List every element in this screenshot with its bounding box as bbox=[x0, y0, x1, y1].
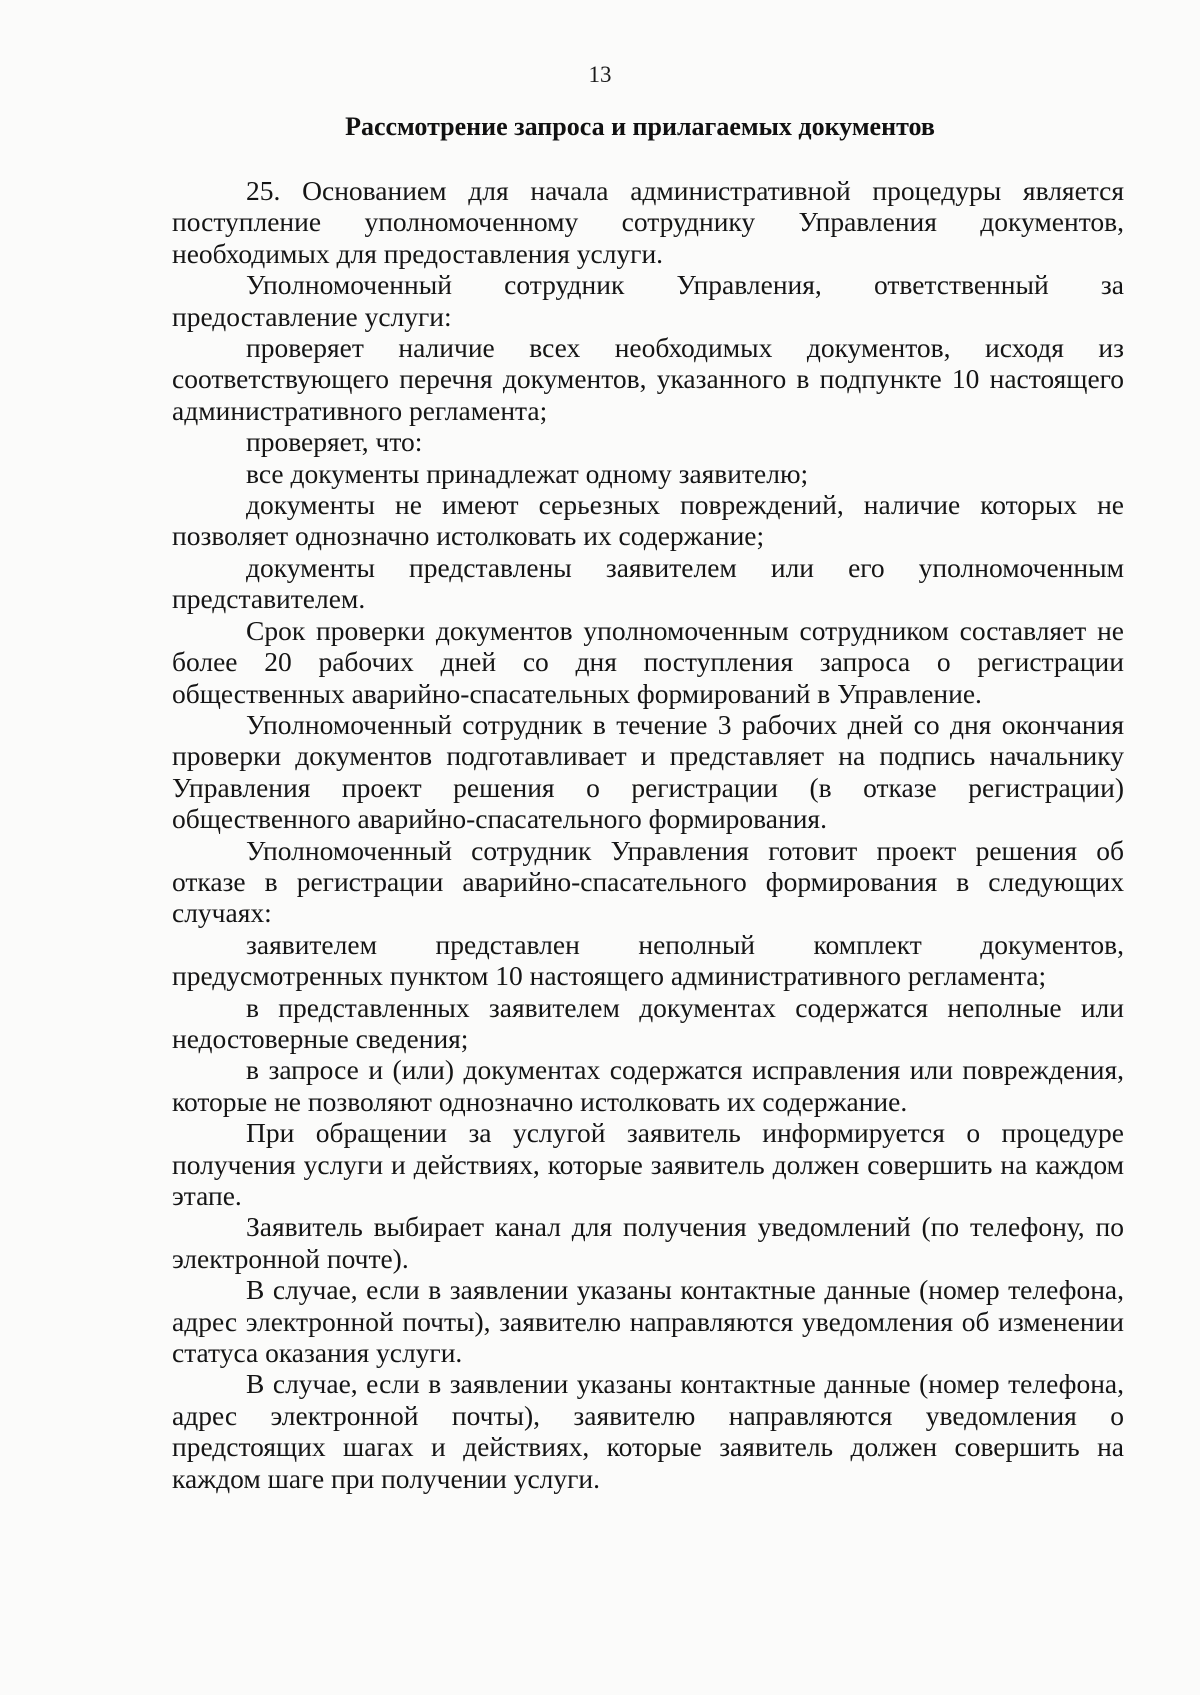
paragraph: В случае, если в заявлении указаны контактные данные (номер телефона, адрес электронной почты), заявителю направляются уведомления об изменении статуса оказания услуги. bbox=[172, 1274, 1124, 1369]
paragraph: Уполномоченный сотрудник Управления готовит проект решения об отказе в регистрации аварийно-спасательного формирования в следующих случаях: bbox=[172, 834, 1124, 929]
paragraph: все документы принадлежат одному заявителю; bbox=[246, 457, 809, 489]
paragraph: В случае, если в заявлении указаны контактные данные (номер телефона, адрес электронной почты), заявителю направляются уведомления о предстоящих шагах и действиях, которые заявитель должен совершить на каждом шаге при получении услуги. bbox=[172, 1368, 1124, 1494]
section-heading: Рассмотрение запроса и прилагаемых документов bbox=[345, 112, 935, 141]
paragraph: документы не имеют серьезных повреждений, наличие которых не позволяет однозначно истолковать их содержание; bbox=[172, 489, 1124, 552]
paragraph: проверяет наличие всех необходимых документов, исходя из соответствующего перечня документов, указанного в подпункте 10 настоящего административного регламента; bbox=[172, 332, 1124, 426]
paragraph: 25. Основанием для начала административной процедуры является поступление уполномоченному сотруднику Управления документов, необходимых для предоставления услуги. bbox=[172, 175, 1124, 269]
paragraph: заявителем представлен неполный комплект документов, предусмотренных пунктом 10 настоящего административного регламента; bbox=[172, 928, 1124, 992]
paragraph: Заявитель выбирает канал для получения уведомлений (по телефону, по электронной почте). bbox=[172, 1211, 1124, 1274]
paragraph: Уполномоченный сотрудник в течение 3 рабочих дней со дня окончания проверки документов подготавливает и представляет на подпись начальнику Управления проект решения о регистрации (в отказе регистрации) общественного аварийно-спасательного формирования. bbox=[172, 708, 1124, 835]
page-number: 13 bbox=[588, 62, 612, 87]
paragraph: в запросе и (или) документах содержатся исправления или повреждения, которые не позволяют однозначно истолковать их содержание. bbox=[172, 1054, 1124, 1117]
paragraph: проверяет, что: bbox=[246, 426, 423, 458]
paragraph: в представленных заявителем документах содержатся неполные или недостоверные сведения; bbox=[172, 991, 1124, 1054]
paragraph: Уполномоченный сотрудник Управления, ответственный за предоставление услуги: bbox=[172, 269, 1124, 332]
body-text bbox=[172, 175, 1124, 1494]
paragraph: Срок проверки документов уполномоченным сотрудником составляет не более 20 рабочих дней со дня поступления запроса о регистрации общественных аварийно-спасательных формирований в Управление. bbox=[172, 614, 1124, 709]
paragraph: документы представлены заявителем или его уполномоченным представителем. bbox=[172, 551, 1124, 615]
paragraph: При обращении за услугой заявитель информируется о процедуре получения услуги и действиях, которые заявитель должен совершить на каждом этапе. bbox=[172, 1117, 1124, 1211]
